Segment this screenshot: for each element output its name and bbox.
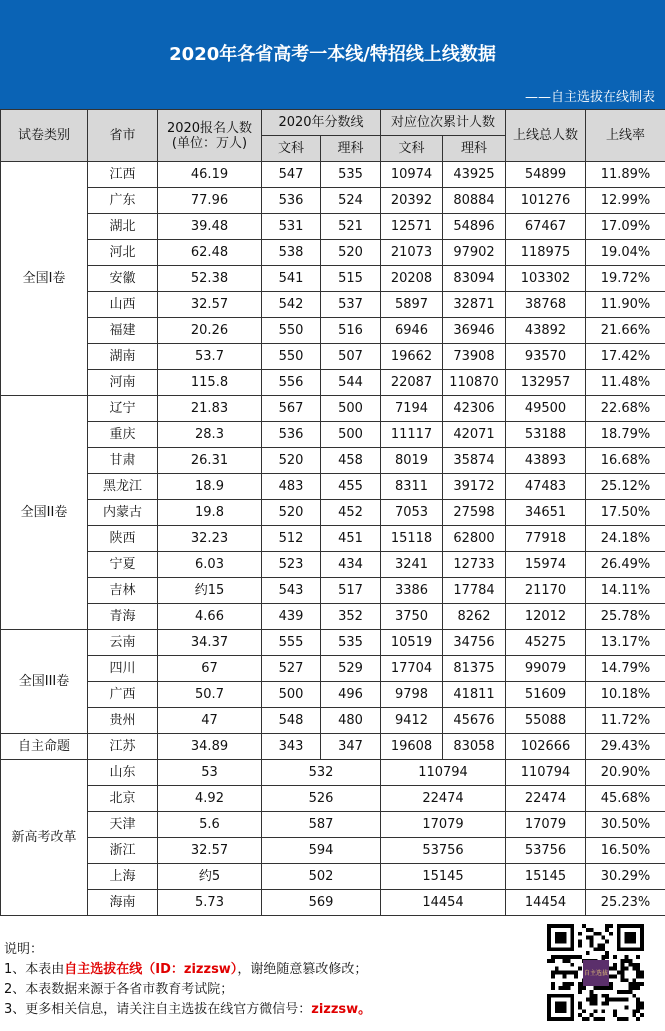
cum-wen-cell: 9412 bbox=[381, 708, 443, 734]
page-subtitle: ——自主选拔在线制表 bbox=[524, 90, 655, 105]
province-cell: 黑龙江 bbox=[88, 474, 158, 500]
rate-cell: 13.17% bbox=[586, 630, 665, 656]
rate-cell: 12.99% bbox=[586, 188, 665, 214]
applicants-cell: 28.3 bbox=[158, 422, 262, 448]
score-li-cell: 496 bbox=[321, 682, 381, 708]
province-cell: 贵州 bbox=[88, 708, 158, 734]
applicants-cell: 4.92 bbox=[158, 786, 262, 812]
cum-li-cell: 42071 bbox=[443, 422, 506, 448]
cum-li-cell: 80884 bbox=[443, 188, 506, 214]
note-line-1 bbox=[4, 958, 367, 977]
province-cell: 浙江 bbox=[88, 838, 158, 864]
score-li-cell: 515 bbox=[321, 266, 381, 292]
score-wen-cell: 536 bbox=[262, 422, 321, 448]
total-cell: 51609 bbox=[506, 682, 586, 708]
total-cell: 43892 bbox=[506, 318, 586, 344]
score-li-cell: 434 bbox=[321, 552, 381, 578]
cum-li-cell: 97902 bbox=[443, 240, 506, 266]
total-cell: 132957 bbox=[506, 370, 586, 396]
score-li-cell: 535 bbox=[321, 162, 381, 188]
rate-cell: 19.72% bbox=[586, 266, 665, 292]
province-cell: 江苏 bbox=[88, 734, 158, 760]
table-row bbox=[1, 370, 665, 396]
cum-wen-cell: 17704 bbox=[381, 656, 443, 682]
score-line-cell: 532 bbox=[262, 760, 381, 786]
score-line-cell: 594 bbox=[262, 838, 381, 864]
applicants-cell: 20.26 bbox=[158, 318, 262, 344]
rate-cell: 14.79% bbox=[586, 656, 665, 682]
table-row bbox=[1, 734, 665, 760]
applicants-cell: 32.57 bbox=[158, 292, 262, 318]
score-wen-cell: 500 bbox=[262, 682, 321, 708]
header-applicants-line1: 2020报名人数 bbox=[166, 120, 253, 136]
note-1-highlight: 自主选拔在线（ID：zizzsw） bbox=[64, 962, 238, 977]
score-li-cell: 524 bbox=[321, 188, 381, 214]
applicants-cell: 50.7 bbox=[158, 682, 262, 708]
total-cell: 103302 bbox=[506, 266, 586, 292]
province-cell: 山东 bbox=[88, 760, 158, 786]
score-wen-cell: 531 bbox=[262, 214, 321, 240]
applicants-cell: 34.89 bbox=[158, 734, 262, 760]
cum-li-cell: 34756 bbox=[443, 630, 506, 656]
cumulative-cell: 53756 bbox=[381, 838, 506, 864]
province-cell: 四川 bbox=[88, 656, 158, 682]
header-score-wen: 文科 bbox=[262, 136, 321, 162]
score-wen-cell: 520 bbox=[262, 500, 321, 526]
rate-cell: 19.04% bbox=[586, 240, 665, 266]
score-wen-cell: 542 bbox=[262, 292, 321, 318]
score-wen-cell: 538 bbox=[262, 240, 321, 266]
cum-li-cell: 83094 bbox=[443, 266, 506, 292]
score-li-cell: 507 bbox=[321, 344, 381, 370]
score-li-cell: 352 bbox=[321, 604, 381, 630]
rate-cell: 22.68% bbox=[586, 396, 665, 422]
table-row bbox=[1, 292, 665, 318]
total-cell: 17079 bbox=[506, 812, 586, 838]
score-wen-cell: 541 bbox=[262, 266, 321, 292]
province-cell: 重庆 bbox=[88, 422, 158, 448]
table-row bbox=[1, 162, 665, 188]
total-cell: 118975 bbox=[506, 240, 586, 266]
rate-cell: 11.72% bbox=[586, 708, 665, 734]
cumulative-cell: 110794 bbox=[381, 760, 506, 786]
cumulative-cell: 17079 bbox=[381, 812, 506, 838]
province-cell: 云南 bbox=[88, 630, 158, 656]
wechat-qr-code bbox=[547, 924, 644, 1021]
notes-heading: 说明： bbox=[4, 942, 44, 957]
cumulative-cell: 14454 bbox=[381, 890, 506, 916]
province-cell: 海南 bbox=[88, 890, 158, 916]
rate-cell: 17.09% bbox=[586, 214, 665, 240]
cum-li-cell: 17784 bbox=[443, 578, 506, 604]
province-cell: 陕西 bbox=[88, 526, 158, 552]
score-li-cell: 480 bbox=[321, 708, 381, 734]
header-applicants-line2: (单位：万人) bbox=[171, 135, 248, 151]
cum-li-cell: 32871 bbox=[443, 292, 506, 318]
cum-wen-cell: 10974 bbox=[381, 162, 443, 188]
applicants-cell: 52.38 bbox=[158, 266, 262, 292]
rate-cell: 24.18% bbox=[586, 526, 665, 552]
table-row bbox=[1, 708, 665, 734]
score-wen-cell: 556 bbox=[262, 370, 321, 396]
province-cell: 吉林 bbox=[88, 578, 158, 604]
score-li-cell: 500 bbox=[321, 396, 381, 422]
cum-li-cell: 41811 bbox=[443, 682, 506, 708]
rate-cell: 30.50% bbox=[586, 812, 665, 838]
rate-cell: 18.79% bbox=[586, 422, 665, 448]
score-line-cell: 526 bbox=[262, 786, 381, 812]
applicants-cell: 115.8 bbox=[158, 370, 262, 396]
total-cell: 53756 bbox=[506, 838, 586, 864]
table-row bbox=[1, 604, 665, 630]
applicants-cell: 约15 bbox=[158, 578, 262, 604]
cum-li-cell: 81375 bbox=[443, 656, 506, 682]
applicants-cell: 34.37 bbox=[158, 630, 262, 656]
score-li-cell: 516 bbox=[321, 318, 381, 344]
score-wen-cell: 512 bbox=[262, 526, 321, 552]
score-li-cell: 347 bbox=[321, 734, 381, 760]
header-total: 上线总人数 bbox=[506, 110, 586, 162]
total-cell: 93570 bbox=[506, 344, 586, 370]
total-cell: 12012 bbox=[506, 604, 586, 630]
table-row bbox=[1, 786, 665, 812]
province-cell: 山西 bbox=[88, 292, 158, 318]
cum-li-cell: 62800 bbox=[443, 526, 506, 552]
table-body bbox=[1, 162, 665, 916]
cum-wen-cell: 7194 bbox=[381, 396, 443, 422]
cum-li-cell: 8262 bbox=[443, 604, 506, 630]
score-li-cell: 520 bbox=[321, 240, 381, 266]
cum-wen-cell: 5897 bbox=[381, 292, 443, 318]
cum-li-cell: 27598 bbox=[443, 500, 506, 526]
total-cell: 49500 bbox=[506, 396, 586, 422]
total-cell: 45275 bbox=[506, 630, 586, 656]
table-row bbox=[1, 188, 665, 214]
score-line-cell: 569 bbox=[262, 890, 381, 916]
score-li-cell: 537 bbox=[321, 292, 381, 318]
table-row bbox=[1, 760, 665, 786]
table-row bbox=[1, 552, 665, 578]
applicants-cell: 约5 bbox=[158, 864, 262, 890]
cum-li-cell: 45676 bbox=[443, 708, 506, 734]
table-row bbox=[1, 344, 665, 370]
category-cell: 全国I卷 bbox=[1, 162, 88, 396]
score-wen-cell: 550 bbox=[262, 318, 321, 344]
score-line-cell: 502 bbox=[262, 864, 381, 890]
title-banner bbox=[0, 0, 665, 109]
cum-li-cell: 42306 bbox=[443, 396, 506, 422]
rate-cell: 21.66% bbox=[586, 318, 665, 344]
rate-cell: 11.89% bbox=[586, 162, 665, 188]
rate-cell: 29.43% bbox=[586, 734, 665, 760]
note-1-suffix: ，谢绝随意篡改修改； bbox=[237, 962, 368, 977]
cum-li-cell: 36946 bbox=[443, 318, 506, 344]
province-cell: 江西 bbox=[88, 162, 158, 188]
score-wen-cell: 527 bbox=[262, 656, 321, 682]
qr-logo bbox=[583, 960, 609, 986]
score-wen-cell: 520 bbox=[262, 448, 321, 474]
province-cell: 宁夏 bbox=[88, 552, 158, 578]
province-cell: 福建 bbox=[88, 318, 158, 344]
header-cum-li: 理科 bbox=[443, 136, 506, 162]
applicants-cell: 67 bbox=[158, 656, 262, 682]
cum-wen-cell: 8311 bbox=[381, 474, 443, 500]
table-row bbox=[1, 474, 665, 500]
total-cell: 102666 bbox=[506, 734, 586, 760]
cum-li-cell: 83058 bbox=[443, 734, 506, 760]
score-li-cell: 500 bbox=[321, 422, 381, 448]
cum-wen-cell: 10519 bbox=[381, 630, 443, 656]
total-cell: 14454 bbox=[506, 890, 586, 916]
total-cell: 43893 bbox=[506, 448, 586, 474]
applicants-cell: 46.19 bbox=[158, 162, 262, 188]
note-3-prefix: 3、更多相关信息，请关注自主选拔在线官方微信号： bbox=[4, 1002, 312, 1017]
header-score-li: 理科 bbox=[321, 136, 381, 162]
table-row bbox=[1, 682, 665, 708]
header-cum-wen: 文科 bbox=[381, 136, 443, 162]
total-cell: 15974 bbox=[506, 552, 586, 578]
rate-cell: 25.78% bbox=[586, 604, 665, 630]
rate-cell: 11.48% bbox=[586, 370, 665, 396]
cum-wen-cell: 3750 bbox=[381, 604, 443, 630]
score-table bbox=[0, 109, 665, 916]
score-li-cell: 458 bbox=[321, 448, 381, 474]
total-cell: 47483 bbox=[506, 474, 586, 500]
rate-cell: 10.18% bbox=[586, 682, 665, 708]
cum-wen-cell: 19662 bbox=[381, 344, 443, 370]
rate-cell: 16.50% bbox=[586, 838, 665, 864]
province-cell: 广西 bbox=[88, 682, 158, 708]
total-cell: 99079 bbox=[506, 656, 586, 682]
total-cell: 67467 bbox=[506, 214, 586, 240]
cumulative-cell: 22474 bbox=[381, 786, 506, 812]
table-row bbox=[1, 214, 665, 240]
category-cell: 全国III卷 bbox=[1, 630, 88, 734]
note-line-3 bbox=[4, 998, 371, 1017]
rate-cell: 25.12% bbox=[586, 474, 665, 500]
rate-cell: 25.23% bbox=[586, 890, 665, 916]
total-cell: 55088 bbox=[506, 708, 586, 734]
score-wen-cell: 547 bbox=[262, 162, 321, 188]
applicants-cell: 19.8 bbox=[158, 500, 262, 526]
applicants-cell: 47 bbox=[158, 708, 262, 734]
cum-wen-cell: 8019 bbox=[381, 448, 443, 474]
cum-wen-cell: 6946 bbox=[381, 318, 443, 344]
cum-wen-cell: 19608 bbox=[381, 734, 443, 760]
table-row bbox=[1, 578, 665, 604]
applicants-cell: 62.48 bbox=[158, 240, 262, 266]
table-row bbox=[1, 630, 665, 656]
score-wen-cell: 439 bbox=[262, 604, 321, 630]
applicants-cell: 18.9 bbox=[158, 474, 262, 500]
cum-li-cell: 35874 bbox=[443, 448, 506, 474]
province-cell: 湖南 bbox=[88, 344, 158, 370]
rate-cell: 17.42% bbox=[586, 344, 665, 370]
applicants-cell: 39.48 bbox=[158, 214, 262, 240]
applicants-cell: 32.23 bbox=[158, 526, 262, 552]
score-wen-cell: 555 bbox=[262, 630, 321, 656]
table-row bbox=[1, 396, 665, 422]
applicants-cell: 5.6 bbox=[158, 812, 262, 838]
score-li-cell: 452 bbox=[321, 500, 381, 526]
cum-wen-cell: 9798 bbox=[381, 682, 443, 708]
score-li-cell: 517 bbox=[321, 578, 381, 604]
table-row bbox=[1, 240, 665, 266]
applicants-cell: 53.7 bbox=[158, 344, 262, 370]
table-row bbox=[1, 318, 665, 344]
table-row bbox=[1, 864, 665, 890]
rate-cell: 30.29% bbox=[586, 864, 665, 890]
total-cell: 22474 bbox=[506, 786, 586, 812]
applicants-cell: 4.66 bbox=[158, 604, 262, 630]
note-3-highlight: zizzsw。 bbox=[311, 1002, 372, 1017]
score-li-cell: 544 bbox=[321, 370, 381, 396]
province-cell: 辽宁 bbox=[88, 396, 158, 422]
applicants-cell: 32.57 bbox=[158, 838, 262, 864]
applicants-cell: 6.03 bbox=[158, 552, 262, 578]
header-cumulative: 对应位次累计人数 bbox=[381, 110, 506, 136]
table-row bbox=[1, 656, 665, 682]
province-cell: 天津 bbox=[88, 812, 158, 838]
applicants-cell: 53 bbox=[158, 760, 262, 786]
total-cell: 53188 bbox=[506, 422, 586, 448]
total-cell: 38768 bbox=[506, 292, 586, 318]
province-cell: 内蒙古 bbox=[88, 500, 158, 526]
category-cell: 全国II卷 bbox=[1, 396, 88, 630]
rate-cell: 26.49% bbox=[586, 552, 665, 578]
cum-wen-cell: 20392 bbox=[381, 188, 443, 214]
rate-cell: 45.68% bbox=[586, 786, 665, 812]
qr-logo-text: 自主选拔 bbox=[583, 969, 608, 977]
cum-wen-cell: 7053 bbox=[381, 500, 443, 526]
score-wen-cell: 523 bbox=[262, 552, 321, 578]
header-category: 试卷类别 bbox=[1, 110, 88, 162]
table-row bbox=[1, 422, 665, 448]
score-li-cell: 535 bbox=[321, 630, 381, 656]
category-cell: 新高考改革 bbox=[1, 760, 88, 916]
province-cell: 安徽 bbox=[88, 266, 158, 292]
applicants-cell: 5.73 bbox=[158, 890, 262, 916]
score-wen-cell: 548 bbox=[262, 708, 321, 734]
score-wen-cell: 550 bbox=[262, 344, 321, 370]
cum-wen-cell: 15118 bbox=[381, 526, 443, 552]
total-cell: 77918 bbox=[506, 526, 586, 552]
cum-wen-cell: 22087 bbox=[381, 370, 443, 396]
header-applicants bbox=[158, 110, 262, 162]
applicants-cell: 77.96 bbox=[158, 188, 262, 214]
table-row bbox=[1, 448, 665, 474]
table-row bbox=[1, 838, 665, 864]
cum-wen-cell: 11117 bbox=[381, 422, 443, 448]
table-row bbox=[1, 812, 665, 838]
applicants-cell: 21.83 bbox=[158, 396, 262, 422]
table-row bbox=[1, 890, 665, 916]
province-cell: 湖北 bbox=[88, 214, 158, 240]
province-cell: 广东 bbox=[88, 188, 158, 214]
province-cell: 甘肃 bbox=[88, 448, 158, 474]
applicants-cell: 26.31 bbox=[158, 448, 262, 474]
province-cell: 北京 bbox=[88, 786, 158, 812]
header-province: 省市 bbox=[88, 110, 158, 162]
cum-wen-cell: 3241 bbox=[381, 552, 443, 578]
total-cell: 15145 bbox=[506, 864, 586, 890]
score-li-cell: 451 bbox=[321, 526, 381, 552]
score-wen-cell: 536 bbox=[262, 188, 321, 214]
cum-wen-cell: 20208 bbox=[381, 266, 443, 292]
category-cell: 自主命题 bbox=[1, 734, 88, 760]
score-wen-cell: 343 bbox=[262, 734, 321, 760]
total-cell: 54899 bbox=[506, 162, 586, 188]
rate-cell: 14.11% bbox=[586, 578, 665, 604]
header-rate: 上线率 bbox=[586, 110, 665, 162]
rate-cell: 17.50% bbox=[586, 500, 665, 526]
province-cell: 青海 bbox=[88, 604, 158, 630]
cum-wen-cell: 3386 bbox=[381, 578, 443, 604]
score-line-cell: 587 bbox=[262, 812, 381, 838]
note-1-prefix: 1、本表由 bbox=[4, 962, 65, 977]
note-line-2: 2、本表数据来源于各省市教育考试院； bbox=[4, 982, 234, 997]
rate-cell: 20.90% bbox=[586, 760, 665, 786]
total-cell: 101276 bbox=[506, 188, 586, 214]
score-wen-cell: 543 bbox=[262, 578, 321, 604]
page-title: 2020年各省高考一本线/特招线上线数据 bbox=[169, 44, 496, 65]
cum-li-cell: 73908 bbox=[443, 344, 506, 370]
header-score-line: 2020年分数线 bbox=[262, 110, 381, 136]
rate-cell: 11.90% bbox=[586, 292, 665, 318]
cum-li-cell: 12733 bbox=[443, 552, 506, 578]
score-li-cell: 529 bbox=[321, 656, 381, 682]
table-row bbox=[1, 500, 665, 526]
province-cell: 河南 bbox=[88, 370, 158, 396]
cumulative-cell: 15145 bbox=[381, 864, 506, 890]
total-cell: 21170 bbox=[506, 578, 586, 604]
cum-wen-cell: 21073 bbox=[381, 240, 443, 266]
table-row bbox=[1, 526, 665, 552]
province-cell: 河北 bbox=[88, 240, 158, 266]
table-row bbox=[1, 266, 665, 292]
cum-li-cell: 54896 bbox=[443, 214, 506, 240]
score-li-cell: 521 bbox=[321, 214, 381, 240]
total-cell: 110794 bbox=[506, 760, 586, 786]
total-cell: 34651 bbox=[506, 500, 586, 526]
cum-li-cell: 39172 bbox=[443, 474, 506, 500]
cum-wen-cell: 12571 bbox=[381, 214, 443, 240]
cum-li-cell: 110870 bbox=[443, 370, 506, 396]
score-wen-cell: 567 bbox=[262, 396, 321, 422]
score-li-cell: 455 bbox=[321, 474, 381, 500]
score-wen-cell: 483 bbox=[262, 474, 321, 500]
cum-li-cell: 43925 bbox=[443, 162, 506, 188]
rate-cell: 16.68% bbox=[586, 448, 665, 474]
province-cell: 上海 bbox=[88, 864, 158, 890]
